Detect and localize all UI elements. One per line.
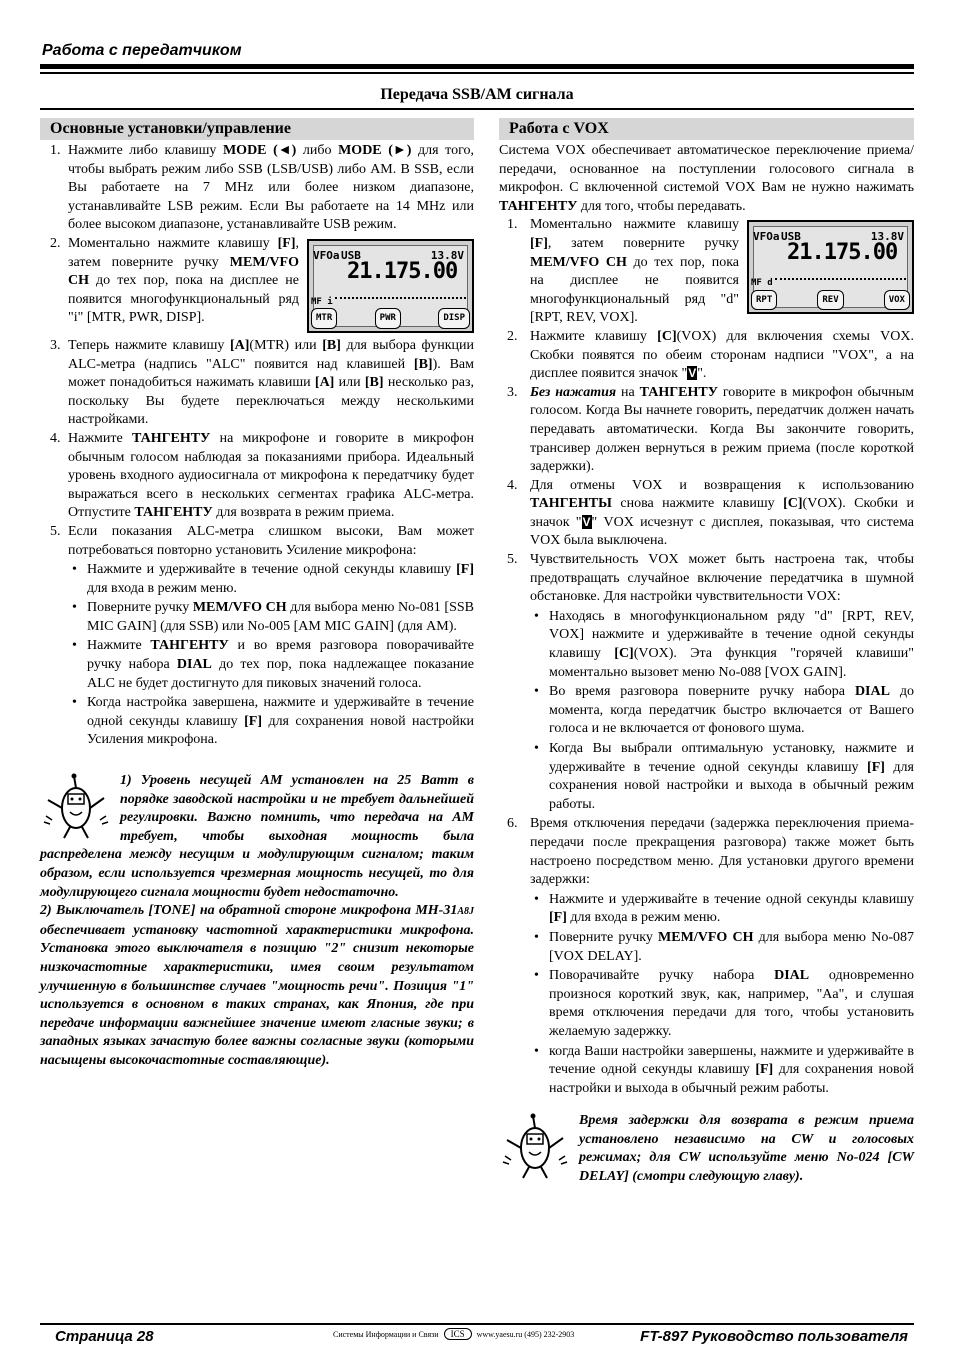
list-item: 2. Нажмите клавишу [C](VOX) для включения схемы VOX. Скобки появятся по обеим сторонам надписи "VOX", а на дисплее появится значок "V". [507,328,914,382]
page-number: Страница 28 [55,1328,154,1345]
footer-company: Системы Информации и Связи [333,1329,439,1339]
header-rule-thick [40,64,914,69]
list-item: 2. VFOa USB 13.8V 21.175.00 MF i MTR PWR DISP Моментально нажмите клавишу [F], затем поверните ручку MEM/VFO CH до тех пор, пока на дисплее не появится многофункциональный ряд "i" [MTR, PWR, DISP]. [40,235,474,328]
bullet-item: • Нажмите и удерживайте в течение одной секунды клавишу [F] для входа в режим меню. [530,891,914,928]
lcd-display-mfd: VFOa USB 13.8V 21.175.00 MF d RPT REV VOX [747,220,914,314]
list-item: 4. Для отмены VOX и возвращения к использованию ТАНГЕНТЫ снова нажмите клавишу [C](VOX). Скобки и значок "V" VOX исчезнут с дисплея, показывая, что система VOX была выключена. [507,477,915,549]
list-item: 5. Чувствительность VOX может быть настроена так, чтобы предотвращать случайное включение передатчика в шумной обстановке. Для настройки чувствительности VOX: • Находясь в многофункциональном ряду "d" [RPT, REV, VOX] нажмите и удерживайте в течение одной секунды клавишу [C](VOX). Эта функция "горячей клавиши" моментально вызовет меню No-088 [VOX GAIN]. • Во время разговора поверните ручку набора DIAL до момента, когда передатчик быстро включается от Вашего голоса и не включается от фонового шума. • Когда Вы выбрали оптимальную установку, нажмите и удерживайте в течение одной секунды клавишу [F] для сохранения новой настройки и выхода в обычный режим работы. [499,551,914,814]
note-mascot-icon [499,1112,573,1180]
bullet-item: • Поверните ручку MEM/VFO CH для выбора меню No-081 [SSB MIC GAIN] (для SSB) или No-005 [AM MIC GAIN] (для AM). [68,599,474,636]
bullet-item: • Находясь в многофункциональном ряду "d" [RPT, REV, VOX] нажмите и удерживайте в течение одной секунды клавишу [C](VOX). Эта функция "горячей клавиши" моментально вызовет меню No-088 [VOX GAIN]. [530,608,914,682]
note-vox-delay: Время задержки для возврата в режим приема установлено независимо на CW и голосовых режимах; для CW используйте меню No-024 [CW DELAY] (смотри следующую главу). [579,1113,914,1185]
section-rule [40,108,914,110]
list-item: 3. Теперь нажмите клавишу [A](MTR) или [B] для выбора функции ALC-метра (надпись "ALC" появится над клавишей [B]). Вам может понадобиться нажимать клавиши [A] или [B] несколько раз, поскольку Вы будете переключаться между несколькими настройками. [50,337,475,428]
bullet-item: • Во время разговора поверните ручку набора DIAL до момента, когда передатчик быстро включается от Вашего голоса и не включается от фонового шума. [530,683,914,739]
meter-scale [335,291,466,299]
footer-center [333,1328,574,1340]
left-column [40,118,474,1071]
note-2: 2) Выключатель [TONE] на обратной стороне микрофона MH-31A8J обеспечивает установку частотной характеристики микрофона. Установка этого выключателя в позицию "2" снизит некоторые низкочастотные характеристики, имея своим результатом улучшенную в большинстве случаев "мощность речи". Позиция "1" используется в основном в таких странах, как Япония, где при передаче информации важнейшее значение имеют гласные звуки; в западных языках зачастую более важны согласные звуки (которыми насыщены высокочастотные составляющие). [40,903,474,1068]
vox-v-icon: V [688,366,697,381]
vox-v-icon: V [582,514,591,529]
list-item: 3. Без нажатия на ТАНГЕНТУ говорите в микрофон обычным голосом. Когда Вы начнете говорить, передатчик должен начать передавать автоматически. Когда Вы закончите говорить, трансивер должен вернуться в режим приема (после короткой задержки). [507,384,914,475]
sub-list [530,891,914,1099]
running-header: Работа с передатчиком [42,42,242,59]
bullet-item: • Когда настройка завершена, нажмите и удерживайте в течение одной секунды клавишу [F] для сохранения новой настройки Усиления микрофона. [68,694,474,750]
list-item: 1. VFOa USB 13.8V 21.175.00 MF d RPT REV VOX Моментально нажмите клавишу [F], затем поверните ручку MEM/VFO CH до тех пор, пока на дисплее не появится многофункциональный ряд "d" [RPT, REV, VOX]. [499,216,914,328]
footer-rule [40,1323,914,1325]
right-column [499,118,914,1187]
left-steps [40,142,474,750]
list-item: 4. Нажмите ТАНГЕНТУ на микрофоне и говорите в микрофон обычным голосом наблюдая за показаниями прибора. Идеальный уровень входного аудиосигнала от микрофона к передатчику будет выражаться всего в нескольких сегментах графика ALC-метра. Отпустите ТАНГЕНТУ для возврата в режим приема. [50,430,474,521]
header-rule-thin [40,72,914,74]
meter-scale [775,272,906,280]
right-steps [499,216,914,1098]
note-block [40,772,474,1071]
bullet-item: • Поворачивайте ручку набора DIAL одновременно произнося короткий звук, как, например, "Aa", и слушая время отключения передачи для того, чтобы установить желаемую задержку. [530,967,914,1041]
lcd-frequency: 21.175.00 [347,258,458,284]
sub-list [68,561,474,750]
lcd-frequency: 21.175.00 [787,240,898,266]
note-block [499,1112,914,1186]
lcd-display-mfi: VFOa USB 13.8V 21.175.00 MF i MTR PWR DISP [307,239,474,333]
footer-contact: www.yaesu.ru (495) 232-2903 [476,1329,575,1339]
bullet-item: • Поверните ручку MEM/VFO CH для выбора меню No-087 [VOX DELAY]. [530,929,914,966]
section-title: Передача SSB/AM сигнала [380,86,574,103]
note-mascot-icon [40,772,114,840]
left-heading: Основные установки/управление [40,118,474,140]
vox-intro: Система VOX обеспечивает автоматическое переключение приема/передачи, основанное на поступлении голосового сигнала в микрофон. С включенной системой VOX Вам не нужно нажимать ТАНГЕНТУ для того, чтобы передавать. [499,143,914,214]
right-heading: Работа с VOX [499,118,914,140]
bullet-item: • когда Ваши настройки завершены, нажмите и удерживайте в течение одной секунды клавишу [F] для сохранения новой настройки и выхода в обычный режим работы. [530,1043,914,1099]
bullet-item: • Нажмите ТАНГЕНТУ и во время разговора поворачивайте ручку набора DIAL до тех пор, пока надлежащее показание ALC не будет достигнуто для пиковых значений голоса. [68,637,474,693]
bullet-item: • Нажмите и удерживайте в течение одной секунды клавишу [F] для входа в режим меню. [68,561,474,598]
list-item: 6. Время отключения передачи (задержка переключения приема-передачи после прекращения разговора) также может быть настроено посредством меню. Для установки другого времени задержки: • Нажмите и удерживайте в течение одной секунды клавишу [F] для входа в режим меню. • Поверните ручку MEM/VFO CH для выбора меню No-087 [VOX DELAY]. • Поворачивайте ручку набора DIAL одновременно произнося короткий звук, как, например, "Aa", и слушая время отключения передачи для того, чтобы установить желаемую задержку. • когда Ваши настройки завершены, нажмите и удерживайте в течение одной секунды клавишу [F] для сохранения новой настройки и выхода в обычный режим работы. [499,815,914,1098]
list-item: 5. Если показания ALC-метра слишком высоки, Вам может потребоваться повторно установить Усиление микрофона: • Нажмите и удерживайте в течение одной секунды клавишу [F] для входа в режим меню. • Поверните ручку MEM/VFO CH для выбора меню No-081 [SSB MIC GAIN] (для SSB) или No-005 [AM MIC GAIN] (для AM). • Нажмите ТАНГЕНТУ и во время разговора поворачивайте ручку набора DIAL до тех пор, пока надлежащее показание ALC не будет достигнуто для пиковых значений голоса. • Когда настройка завершена, нажмите и удерживайте в течение одной секунды клавишу [F] для сохранения новой настройки Усиления микрофона. [40,523,474,750]
ics-logo-icon: ICS [444,1328,472,1340]
bullet-item: • Когда Вы выбрали оптимальную установку, нажмите и удерживайте в течение одной секунды клавишу [F] для сохранения новой настройки и выхода в обычный режим работы. [530,740,914,814]
sub-list [530,608,914,815]
list-item: 1. Нажмите либо клавишу MODE (◄) либо MODE (►) для того, чтобы выбрать режим либо SSB (LSB/USB) либо AM. В SSB, если Вы работаете на 7 MHz или более низком диапазоне, устанавливайте LSB режим. Если Вы работаете на 14 MHz или более высоком диапазоне, устанавливайте USB режим. [50,143,474,233]
manual-title: FT-897 Руководство пользователя [640,1328,908,1345]
note-1: 1) Уровень несущей AM установлен на 25 Ватт в порядке заводской настройки и не требует дальнейшей регулировки. Важно помнить, что передача на AM требует, чтобы выходная мощность была распределена между несущим и модулирующим сигналом; таким образом, если используется чрезмерная мощность несущей, то для модулирующего сигнала мощности будет недостаточно. [40,773,474,900]
